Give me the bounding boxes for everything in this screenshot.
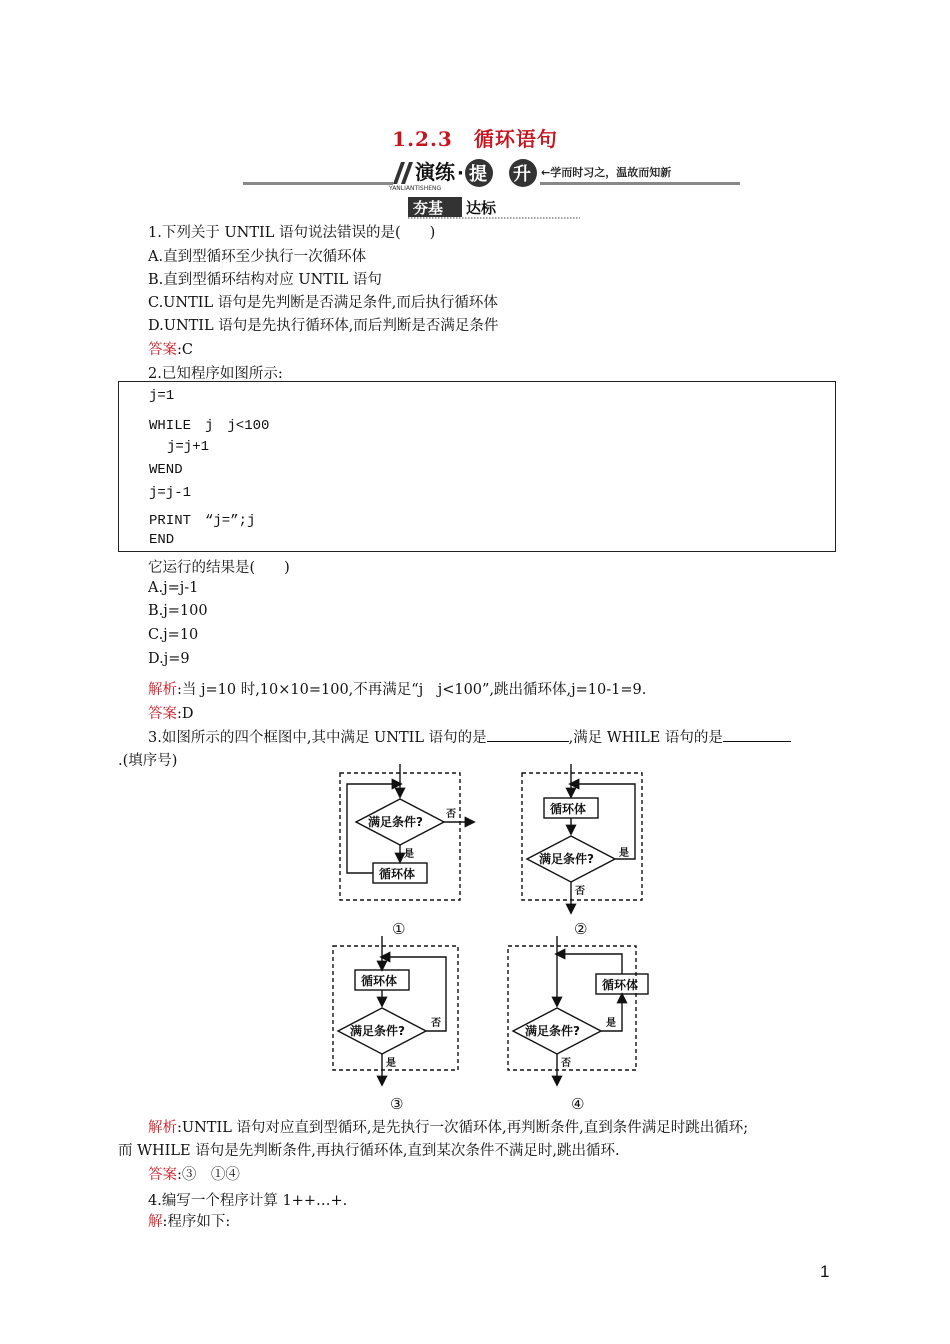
- banner-slogan: ←学而时习之，温故而知新: [541, 166, 672, 179]
- yes-label: 是: [386, 1058, 396, 1069]
- q1-option-a: A.直到型循环至少执行一次循环体: [148, 249, 367, 265]
- q1-answer: [148, 338, 193, 359]
- answer-value: :C: [177, 342, 193, 358]
- cond-label: 满足条件?: [539, 852, 594, 866]
- q2-analysis: [148, 678, 646, 699]
- banner-ti: 提: [469, 164, 487, 185]
- q3-analysis: [148, 1116, 748, 1137]
- flowchart-4-frame: [508, 946, 639, 1070]
- cond-label: 满足条件?: [368, 815, 423, 829]
- analysis-value: :UNTIL 语句对应直到型循环,是先执行一次循环体,再判断条件,直到条件满足时跳出循环;: [177, 1120, 749, 1136]
- yes-label: 是: [619, 848, 629, 859]
- code-line: j=j+1: [167, 439, 210, 455]
- q3-answer: [148, 1163, 240, 1184]
- q1-stem: 1.下列关于 UNTIL 语句说法错误的是( ): [148, 225, 436, 241]
- q3-stem-end: .(填序号): [118, 753, 178, 769]
- code-line: WHILE j j<100: [149, 418, 270, 434]
- q1-option-b: B.直到型循环结构对应 UNTIL 语句: [148, 272, 382, 288]
- flowchart-3-frame: [333, 946, 458, 1070]
- q1-option-d: D.UNTIL 语句是先执行循环体,而后判断是否满足条件: [148, 318, 499, 334]
- answer-value: :D: [177, 706, 194, 722]
- answer-label: 答案: [148, 1167, 177, 1183]
- solution-label: 解: [148, 1214, 163, 1230]
- q2-option-b: B.j=100: [148, 603, 208, 619]
- banner-main-text: 演练: [415, 160, 455, 184]
- analysis-value: :当 j=10 时,10×10=100,不再满足“j j<100”,跳出循环体,j=10-1=9.: [177, 682, 647, 698]
- flowchart-2-label: ②: [574, 920, 588, 938]
- body-label: 循环体: [379, 867, 416, 881]
- answer-label: 答案: [148, 342, 177, 358]
- answer-blank: [723, 727, 791, 742]
- flowchart-3-label: ③: [390, 1095, 404, 1113]
- banner-sheng: 升: [513, 164, 531, 185]
- q3-analysis-cont: 而 WHILE 语句是先判断条件,再执行循环体,直到某次条件不满足时,跳出循环.: [118, 1143, 620, 1159]
- q2-option-d: D.j=9: [148, 651, 190, 667]
- q2-question: 它运行的结果是( ): [148, 560, 290, 576]
- code-line: j=j-1: [149, 485, 192, 501]
- yes-label: 是: [404, 849, 414, 860]
- no-label: 否: [575, 886, 585, 897]
- banner-graphic: [243, 158, 740, 190]
- q3-stem: 3.如图所示的四个框图中,其中满足 UNTIL 语句的是 ,满足 WHILE 语句的是: [148, 726, 791, 747]
- flowchart-1-label: ①: [392, 920, 406, 938]
- solution-value: :程序如下:: [162, 1214, 231, 1230]
- page-title: 1.2.3 循环语句: [392, 127, 558, 151]
- page-number: 1: [820, 1262, 830, 1281]
- answer-label: 答案: [148, 706, 177, 722]
- body-label: 循环体: [361, 974, 398, 988]
- section-banner: [243, 158, 740, 190]
- q2-option-c: C.j=10: [148, 627, 199, 643]
- body-label: 循环体: [602, 978, 639, 992]
- section-tag-b: 达标: [466, 199, 497, 217]
- q4-stem: 4.编写一个程序计算 1++…+.: [148, 1193, 348, 1209]
- q2-option-a: A.j=j-1: [148, 580, 199, 596]
- flowcharts-figure: [330, 764, 650, 1118]
- cond-label: 满足条件?: [350, 1024, 405, 1038]
- q2-stem: 2.已知程序如图所示:: [148, 366, 283, 382]
- code-line: END: [149, 532, 175, 548]
- yes-label: 是: [606, 1018, 616, 1029]
- section-tag-a: 夯基: [413, 199, 444, 217]
- no-label: 否: [446, 809, 456, 820]
- section-band: [408, 196, 583, 224]
- banner-line-left: [243, 182, 393, 185]
- no-label: 否: [431, 1018, 441, 1029]
- q4-solution: [148, 1210, 230, 1231]
- cond-label: 满足条件?: [525, 1024, 580, 1038]
- body-label: 循环体: [550, 802, 587, 816]
- banner-line-right: [540, 182, 740, 185]
- banner-pinyin: YANLIANTISHENG: [389, 185, 442, 190]
- no-label: 否: [561, 1058, 571, 1069]
- answer-blank: [487, 727, 569, 742]
- code-box: [118, 381, 836, 552]
- code-line: PRINT “j=”;j: [149, 513, 256, 529]
- q2-answer: [148, 702, 194, 723]
- banner-dot: ·: [457, 163, 464, 184]
- flowchart-4-label: ④: [571, 1095, 585, 1113]
- answer-value: :③ ①④: [177, 1167, 240, 1183]
- code-line: j=1: [149, 388, 175, 404]
- q1-option-c: C.UNTIL 语句是先判断是否满足条件,而后执行循环体: [148, 295, 498, 311]
- flowchart-2-frame: [522, 773, 642, 900]
- analysis-label: 解析: [148, 682, 177, 698]
- analysis-label: 解析: [148, 1120, 177, 1136]
- code-line: WEND: [149, 462, 183, 478]
